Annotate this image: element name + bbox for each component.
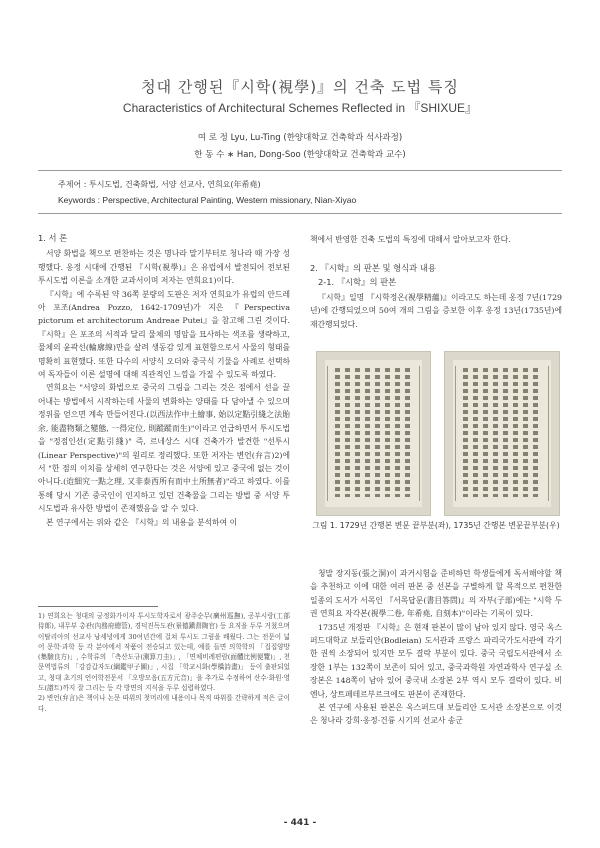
subsection-2-1-heading: 2-1. 『시학』의 판본 [318, 277, 397, 288]
section-2-heading: 2. 『시학』의 판본 및 형식과 내용 [310, 263, 436, 273]
keywords-korean: 주제어 : 투시도법, 건축화법, 서양 선교사, 연희요(年希堯) [58, 180, 261, 189]
paragraph: 『시학』일명 『시학정온(視學精蘊)』이라고도 하는데 옹정 7년(1729년)에 간행되었으며 50여 개의 그림을 증보한 이후 옹정 13년(1735년)에 재간행되었다. [310, 292, 562, 329]
figure-1 [316, 351, 560, 514]
footnote-1: 1) 연희요는 청대의 궁정화가이자 투시도학자로서 광주순무(廣州巡撫), 공부시랑(工部侍郞), 내무부 총관(內務府總管), 경덕진독도관(景德鎭督陶官) 등 요직을 두루 거쳤으며 이탈리아의 선교사 낭세녕에게 30여년간에 걸쳐 투시도 그림을 배웠다. 그는 전문이 넓어 문학·과학 등 각 분야에서 작품이 전승되고 있는데, 예를 들면 의학학의 「집집양방(集驗良方)」, 수학류의 「측산도규(測算刀圭)」, 「면체비례편람(面體比例便覽)」, 천문역법류의 「강감갑자도(綱鑑甲子圖)」, 시집 「학교시화(學橋詩畫)」 등이 출판되었고, 청대 초기의 언어학전문서 「오방모음(五方元音)」을 추가로 수정하여 산수·화원·영도(譜트)까지 잘 그리는 등 각 방면의 지식을 두루 섭렵하였다. [38, 612, 290, 693]
author-line-1: 여 로 정 Lyu, Lu-Ting (한양대학교 건축학과 석사과정) [197, 133, 403, 143]
keywords-box [38, 170, 562, 214]
page-number: - 441 - [283, 818, 317, 828]
section-1-heading: 1. 서 론 [38, 233, 68, 243]
figure-caption: 그림 1. 1729년 간행본 변문 끝부분(좌), 1735년 간행본 변문끝부분(우) [312, 521, 560, 530]
paragraph: 책에서 반영한 건축 도법의 특징에 대해서 알아보고자 한다. [310, 235, 511, 244]
paragraph: 청말 장지동(張之洞)이 과거시험을 준비하던 학생들에게 독서해야할 책을 추천하고 이에 대한 여러 판본 중 선본을 구별하게 할 목적으로 편찬한 일종의 도서가 서목인 『서목답문(書目答問)』의 자부(子部)에는 "시학 두 권 연희요 자각본(視學二卷, 年希堯, 自刻本)"이라는 기록이 있다. [310, 569, 562, 619]
left-column [38, 232, 290, 529]
figure-1729-edition-image [316, 351, 431, 516]
paper-title: 청대 간행된『시학(視學)』의 건축 도법 특징 [141, 78, 459, 96]
paragraph: 본 연구에서는 위와 같은 『시학』의 내용을 분석하여 이 [46, 517, 238, 527]
right-column-intro [310, 233, 562, 246]
footnote-divider [38, 606, 158, 607]
paragraph: 『시학』에 수록된 약 36쪽 분량의 도판은 저자 연희요가 유럽의 안드레아 포조(Andrea Pozzo, 1642-1709년)가 지은 『Perspectiva pictorum et architectorum Andreae Putei』을 참고해 그린 것이다. 『시학』은 포조의 서적과 달리 물체의 명암을 묘사하는 색조를 생략하고, 물체의 윤곽선(輪廓線)만을 살려 생동감 있게 표현함으로서 사물의 형태를 명확히 표현했다. 또한 다수의 서양식 오더와 중국식 기물을 사례로 선택하여 독자들이 이론 설명에 대해 직관적인 느낌을 가질 수 있도록 하였다. [38, 289, 290, 380]
paragraph: 본 연구에 사용된 판본은 옥스퍼드대 보들리안 도서관 소장본으로 이것은 청나라 강희·옹정·건륭 시기의 선교사 송군 [310, 703, 562, 726]
footnotes [38, 611, 290, 714]
paper-title-english: Characteristics of Architectural Schemes Reflected in 『SHIXUE』 [122, 101, 478, 115]
keywords-english: Keywords : Perspective, Architectural Painting, Western missionary, Nian-Xiyao [58, 195, 357, 205]
paragraph: 연희요는 "서양의 화법으로 중국의 그림을 그리는 것은 점에서 선을 끌어내는 방법에서 시작하는데 사물의 변화하는 양태를 다 담아낼 수 있으며 정위를 얻으면 계속 만들어진다.(以西法作中土繪事, 始以定點引綫之法貽余, 能盡物類之變態, 一得定位, 則蹤蹤而生)"이라고 언급하면서 투시도법을 "정점인선(定點引綫)" 즉, 르네상스 시대 건축가가 발견한 "선투시(Linear Perspective)"의 원리로 정리했다. 또한 저자는 변언(弁言)2)에서 "한 점의 이치를 상세히 연구한다는 것은 서양에 있고 중국에 없는 것이 아니다.(迨細究一點之理, 又非泰西所有而中土所無者)"라고 하였다. 이를 통해 당시 기존 중국인이 인지하고 있던 건축물을 그리는 방법 중 서양 투시도법과 유사한 방법이 존재했음을 알 수 있다. [38, 383, 290, 514]
section-2 [310, 262, 562, 331]
figure-1735-edition-image [444, 351, 560, 516]
paragraph: 1735년 개정판 『시학』은 현재 판본이 많이 남아 있지 않다. 영국 옥스퍼드대학교 보들리안(Bodleian) 도서관과 프랑스 파리국가도서관에 각기 한 권씩 소장되어 있지만 모두 결락 부분이 있다. 중국 국립도서관에서 소장한 1부는 132쪽이 보존이 되어 있고, 중국과학원 자연과학사 연구실 소장본은 148쪽이 남아 있어 중국내 소장본 2부 역시 모두 결락이 있다. 비엔나, 상트페테르부르크에도 판본이 존재한다. [310, 622, 562, 699]
right-column-body [310, 567, 562, 728]
paragraph: 서양 화법을 책으로 편찬하는 것은 명나라 말기부터로 청나라 때 가장 성행했다. 옹정 시대에 간행된 『시학(視學)』은 유럽에서 발전되어 전보된 투시도법 이론을 소개한 교과서이며 저자는 연희요1)이다. [38, 249, 290, 286]
author-line-2: 한 동 수 ∗ Han, Dong-Soo (한양대학교 건축학과 교수) [194, 150, 406, 160]
footnote-2: 2) 변언(弁言)은 책이나 논문 따위의 첫머리에 내용이나 목적 따위를 간략하게 적은 글이다. [38, 694, 290, 713]
